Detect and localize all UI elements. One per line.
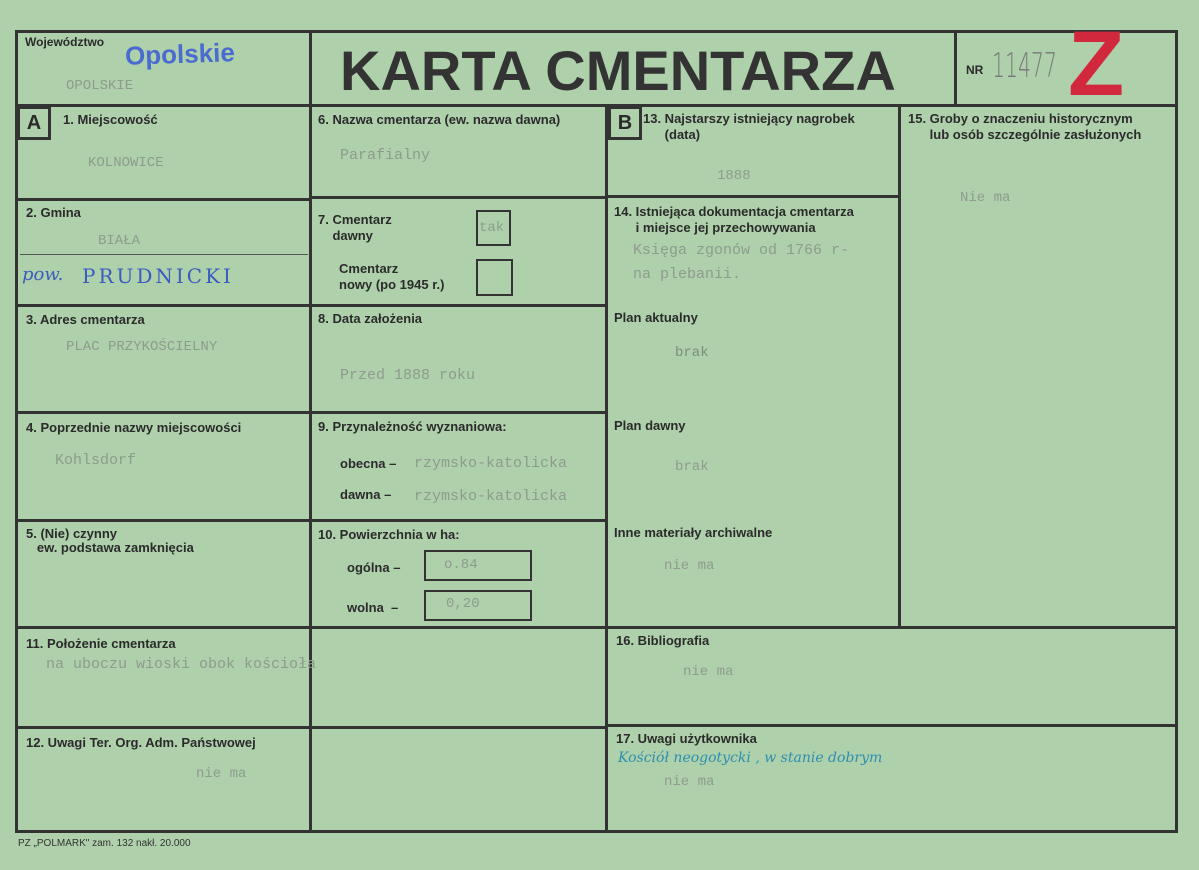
divider (15, 626, 1175, 629)
field-13-label: 13. Najstarszy istniejący nagrobek (data) (643, 111, 855, 142)
plan-old-value: brak (675, 459, 709, 475)
plan-current-value: brak (675, 345, 709, 361)
powiat-label: pow. (22, 264, 64, 285)
section-a-badge: A (17, 106, 51, 140)
field-7-old-label: 7. Cmentarz dawny (318, 212, 392, 243)
field-6-value: Parafialny (340, 147, 431, 164)
nr-label: NR (966, 63, 984, 77)
field-9-former-value: rzymsko-katolicka (414, 488, 568, 505)
plan-old-label: Plan dawny (614, 418, 686, 433)
field-10-label: 10. Powierzchnia w ha: (318, 527, 460, 542)
field-14-label: 14. Istniejąca dokumentacja cmentarza i miejsce jej przechowywania (614, 204, 854, 235)
area-free-box (424, 590, 532, 621)
divider (606, 195, 900, 198)
wojewodztwo-label: Województwo (25, 35, 105, 49)
divider (898, 104, 901, 627)
divider (15, 104, 1175, 107)
field-14-value: Księga zgonów od 1766 r- na plebanii. (633, 242, 850, 283)
field-10-total-label: ogólna – (347, 560, 401, 575)
area-total-box (424, 550, 532, 581)
new-cemetery-checkbox[interactable] (476, 259, 513, 296)
field-1-value: KOLNOWICE (88, 155, 164, 171)
powiat-value: PRUDNICKI (82, 264, 234, 288)
field-2-label: 2. Gmina (26, 205, 81, 220)
divider (606, 724, 1175, 727)
divider (15, 198, 311, 201)
old-cemetery-value: tak (479, 220, 505, 236)
field-17-handwritten: Kościół neogotycki , w stanie dobrym (618, 750, 883, 766)
section-b-badge: B (608, 106, 642, 140)
red-z-mark: Z (1068, 13, 1125, 115)
field-9-former-label: dawna – (340, 487, 392, 502)
field-12-value: nie ma (196, 766, 247, 782)
field-13-value: 1888 (717, 168, 751, 184)
field-17-value: nie ma (664, 774, 715, 790)
divider (605, 104, 608, 830)
divider (309, 30, 312, 830)
field-12-label: 12. Uwagi Ter. Org. Adm. Państwowej (26, 735, 256, 750)
field-3-label: 3. Adres cmentarza (26, 312, 145, 327)
divider (954, 30, 957, 105)
field-4-value: Kohlsdorf (55, 452, 137, 469)
field-15-label: 15. Groby o znaczeniu historycznym lub osób szczególnie zasłużonych (908, 111, 1142, 142)
field-7-new-label: Cmentarz nowy (po 1945 r.) (339, 261, 445, 292)
area-free-value: 0,20 (446, 596, 480, 612)
field-4-label: 4. Poprzednie nazwy miejscowości (26, 420, 242, 435)
divider (310, 196, 606, 199)
field-9-label: 9. Przynależność wyznaniowa: (318, 419, 507, 434)
field-8-value: Przed 1888 roku (340, 367, 476, 384)
field-16-value: nie ma (683, 664, 734, 680)
wojewodztwo-stamp: Opolskie (124, 37, 236, 71)
wojewodztwo-typed: OPOLSKIE (66, 78, 134, 94)
field-1-label: 1. Miejscowość (63, 112, 158, 127)
field-8-label: 8. Data założenia (318, 311, 423, 326)
area-total-value: o.84 (444, 557, 478, 573)
field-10-free-label: wolna – (347, 600, 399, 615)
nr-value: 11477 (992, 46, 1057, 86)
plan-current-label: Plan aktualny (614, 310, 698, 325)
divider (20, 254, 308, 255)
field-9-current-label: obecna – (340, 456, 397, 471)
field-16-label: 16. Bibliografia (616, 633, 710, 648)
field-3-value: PLAC PRZYKOŚCIELNY (66, 339, 218, 355)
field-6-label: 6. Nazwa cmentarza (ew. nazwa dawna) (318, 112, 561, 127)
field-15-value: Nie ma (960, 190, 1011, 206)
old-cemetery-checkbox[interactable] (476, 210, 511, 246)
page-title: KARTA CMENTARZA (340, 39, 896, 102)
other-materials-label: Inne materiały archiwalne (614, 525, 773, 540)
field-2-value: BIAŁA (98, 233, 141, 249)
printer-footer: PZ „POLMARK" zam. 132 nakł. 20.000 (18, 838, 191, 849)
field-9-current-value: rzymsko-katolicka (414, 455, 568, 472)
field-11-value: na uboczu wioski obok kościoła (46, 656, 317, 673)
field-11-label: 11. Położenie cmentarza (26, 636, 176, 651)
field-17-label: 17. Uwagi użytkownika (616, 731, 757, 746)
other-materials-value: nie ma (664, 558, 715, 574)
field-5-label: 5. (Nie) czynny ew. podstawa zamknięcia (26, 526, 194, 555)
